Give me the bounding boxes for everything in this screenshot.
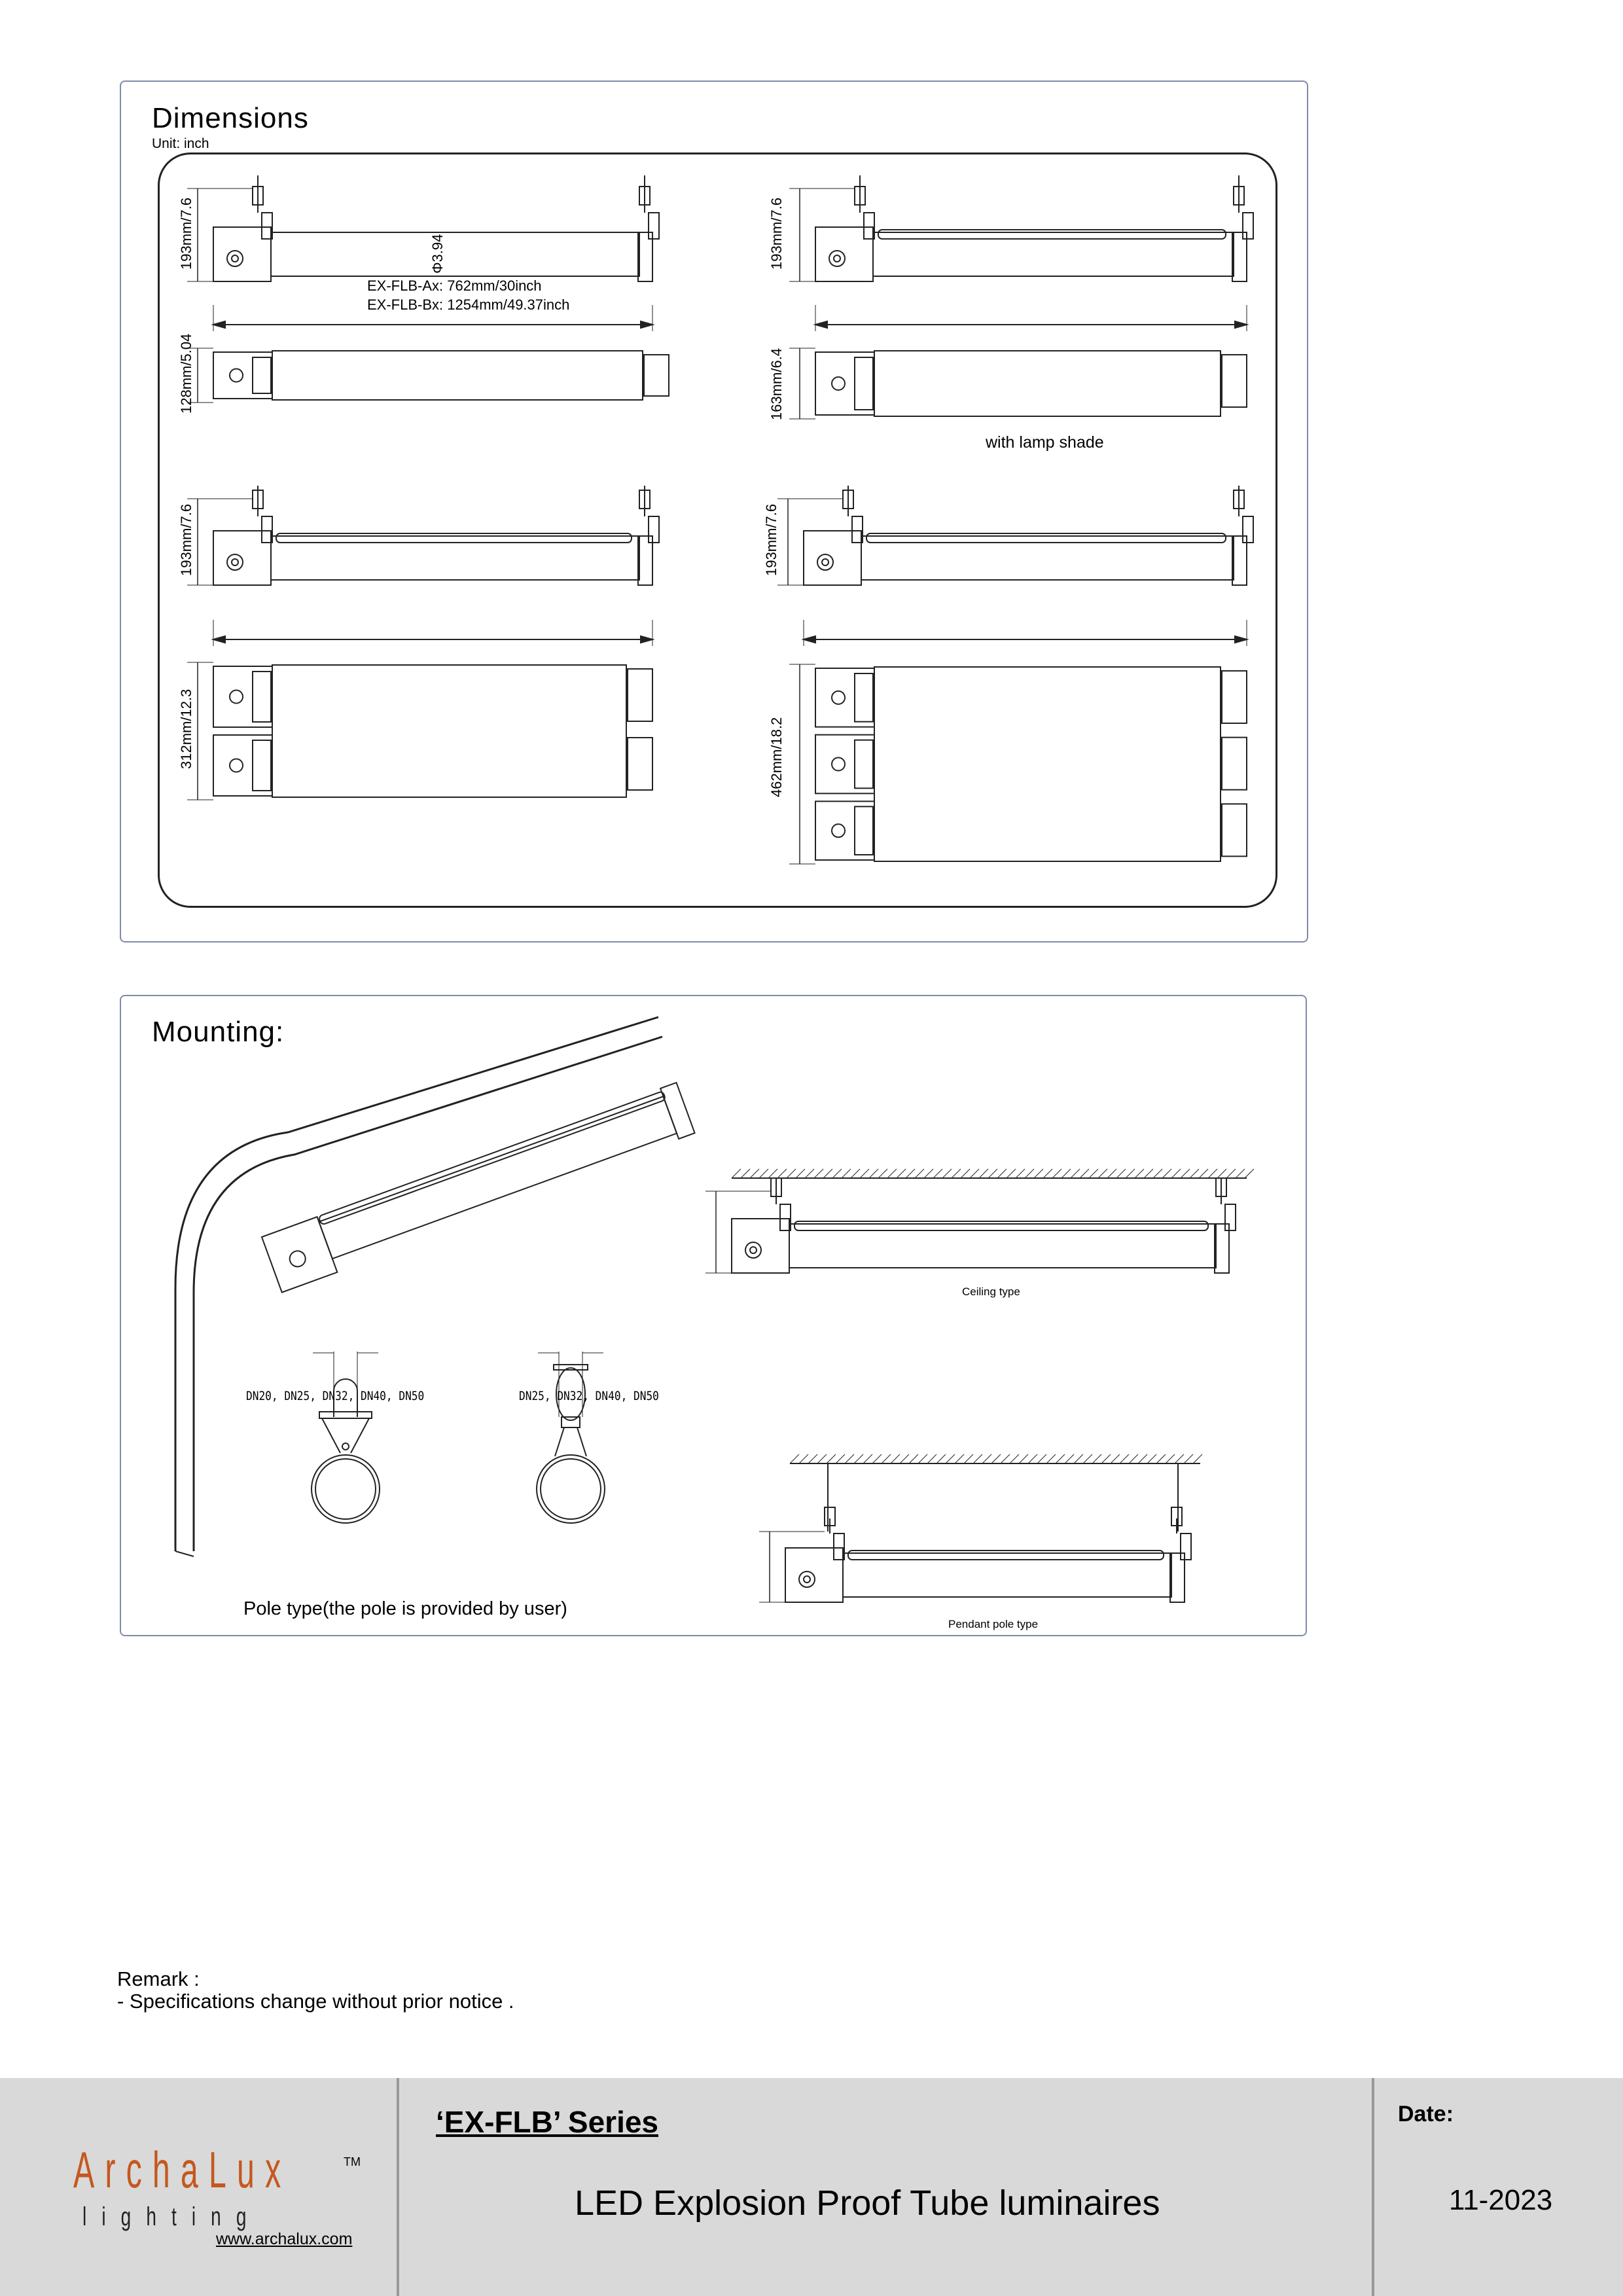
pendant-type-label: Pendant pole type	[948, 1618, 1039, 1630]
length-a-label: EX-FLB-Ax: 762mm/30inch	[367, 278, 542, 294]
width-label: 312mm/12.3	[178, 689, 194, 769]
product-title: LED Explosion Proof Tube luminaires	[575, 2183, 1160, 2223]
width-label: 128mm/5.04	[178, 333, 194, 414]
pipe-sizes-label: DN25, DN32, DN40, DN50	[519, 1389, 659, 1403]
pole-type-label: Pole type(the pole is provided by user)	[243, 1598, 567, 1619]
logo-subtitle: lighting	[82, 2202, 262, 2231]
date-value: 11-2023	[1449, 2184, 1553, 2216]
mounting-panel	[120, 995, 1307, 1636]
unit-label: Unit: inch	[152, 136, 209, 151]
width-label: 163mm/6.4	[768, 348, 785, 420]
lamp-shade-label: with lamp shade	[986, 433, 1104, 452]
diameter-label: Φ3.94	[429, 234, 446, 274]
height-label: 193mm/7.6	[763, 503, 779, 576]
height-label: 193mm/7.6	[768, 197, 785, 270]
ceiling-type-label: Ceiling type	[962, 1285, 1020, 1298]
width-label: 462mm/18.2	[768, 717, 785, 797]
archalux-logo: ArchaLux	[73, 2141, 292, 2198]
dimensions-title: Dimensions	[152, 102, 309, 134]
dimensions-inner-frame	[158, 152, 1277, 908]
height-label: 193mm/7.6	[178, 197, 194, 270]
remark-line: - Specifications change without prior notice .	[117, 1990, 514, 2013]
length-b-label: EX-FLB-Bx: 1254mm/49.37inch	[367, 296, 570, 313]
trademark: TM	[344, 2155, 361, 2168]
remark-title: Remark :	[117, 1967, 200, 1990]
series-title: ‘EX-FLB’ Series	[436, 2105, 659, 2139]
website-link[interactable]: www.archalux.com	[216, 2230, 353, 2248]
footer-title-block	[0, 2078, 1623, 2296]
mounting-title: Mounting:	[152, 1016, 285, 1048]
date-label: Date:	[1398, 2102, 1454, 2126]
height-label: 193mm/7.6	[178, 503, 194, 576]
pipe-sizes-label: DN20, DN25, DN32, DN40, DN50	[246, 1389, 425, 1403]
divider	[397, 2078, 399, 2296]
divider	[1372, 2078, 1374, 2296]
